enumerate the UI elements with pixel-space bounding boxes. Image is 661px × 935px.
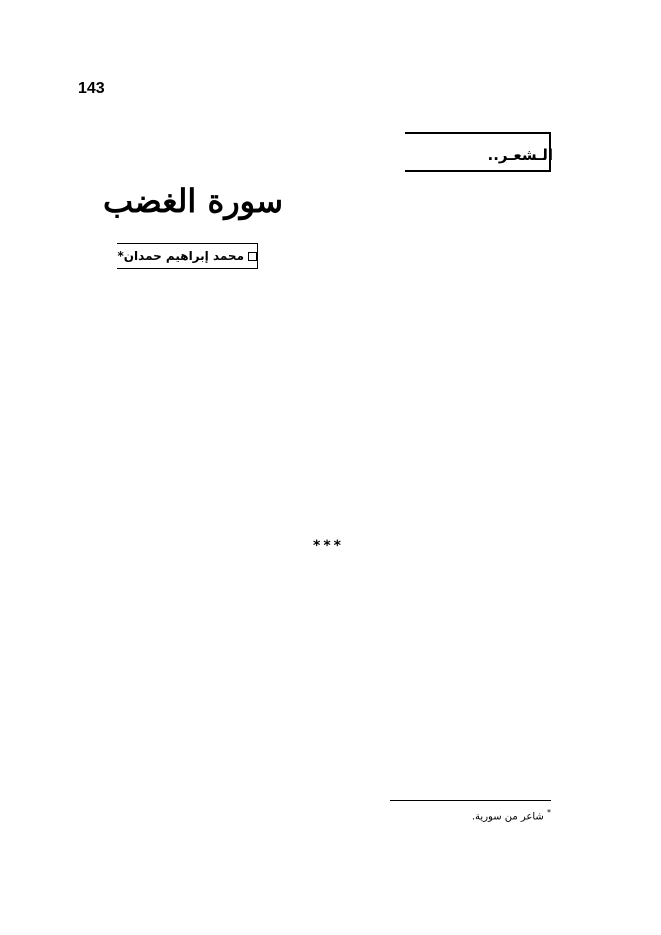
footnote-marker: * — [547, 808, 551, 817]
author-name: محمد إبراهيم حمدان* — [117, 249, 244, 263]
square-bullet-icon — [248, 252, 257, 261]
section-label: الـشعـر.. — [487, 146, 553, 164]
footnote — [472, 808, 551, 822]
footnote-text: شاعر من سورية. — [471, 811, 544, 823]
author-line — [118, 249, 258, 263]
page-number: 143 — [78, 80, 105, 97]
footnote-rule — [390, 800, 551, 801]
stanza-separator: *** — [313, 538, 344, 554]
poem-title: سورة الغضب — [103, 182, 283, 220]
